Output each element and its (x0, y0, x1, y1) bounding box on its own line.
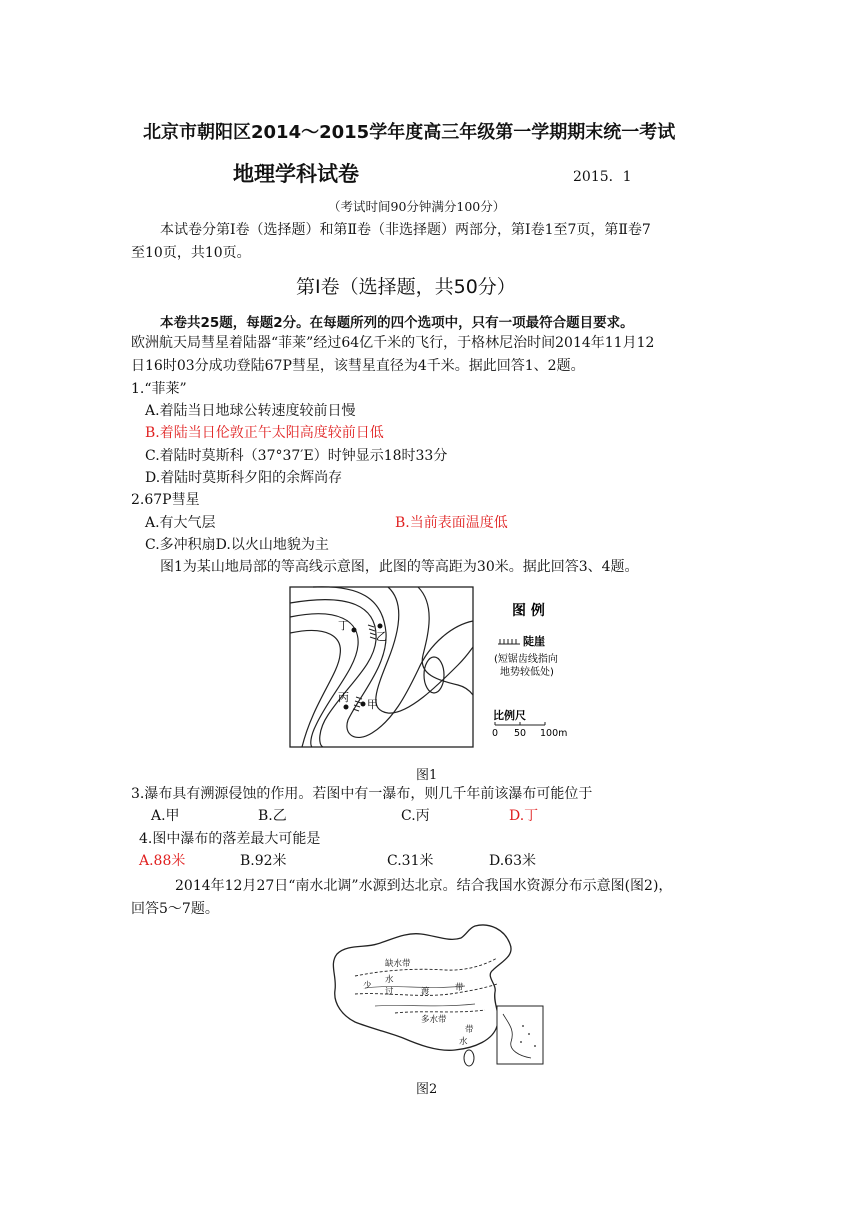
label-yi: 乙 (376, 630, 387, 643)
south-china-sea-inset (497, 1006, 543, 1064)
legend-note-2: 地势较低处) (500, 667, 554, 678)
time-note: （考试时间90分钟满分100分） (328, 199, 506, 214)
question-4-stem: 4.图中瀑布的落差最大可能是 (139, 831, 321, 847)
intro-line-2: 至10页，共10页。 (131, 245, 251, 261)
context-2: 图1为某山地局部的等高线示意图，此图的等高距为30米。据此回答3、4题。 (160, 559, 639, 575)
legend-cliff-icon (498, 639, 520, 644)
label-shui: 水 (385, 975, 394, 985)
question-4-option-a-answer: A.88米 (139, 853, 186, 869)
label-ding: 丁 (338, 619, 349, 632)
exam-date: 2015．1 (573, 169, 632, 185)
point-ding (352, 628, 357, 633)
label-bing: 丙 (338, 691, 349, 704)
legend-note-1: (短锯齿线指向 (494, 654, 558, 665)
question-3-stem: 3.瀑布具有溯源侵蚀的作用。若图中有一瀑布，则几千年前该瀑布可能位于 (131, 786, 593, 802)
subject-title: 地理学科试卷 (233, 162, 359, 186)
point-yi (378, 624, 383, 629)
section-instruction: 本卷共25题，每题2分。在每题所列的四个选项中，只有一项最符合题目要求。 (160, 315, 634, 331)
legend-cliff-label: 陡崖 (523, 635, 545, 648)
label-guo: 过 (385, 987, 394, 997)
scale-100: 100m (540, 728, 568, 739)
question-4-option-d: D.63米 (489, 853, 536, 869)
point-jia (361, 702, 366, 707)
question-3-option-a: A.甲 (151, 808, 180, 824)
label-du: 渡 (421, 987, 430, 997)
scale-50: 50 (514, 728, 527, 739)
figure-1-contour-map (288, 585, 588, 750)
figure-2-caption: 图2 (416, 1082, 438, 1097)
question-3-option-c: C.丙 (401, 808, 430, 824)
question-3-option-b: B.乙 (258, 808, 287, 824)
scale-0: 0 (492, 728, 499, 739)
label-dai: 带 (455, 983, 464, 993)
question-2-option-a: A.有大气层 (145, 515, 216, 531)
question-1-option-a: A.着陆当日地球公转速度较前日慢 (145, 403, 356, 419)
context-1-line-1: 欧洲航天局彗星着陆器“菲莱”经过64亿千米的飞行，于格林尼治时间2014年11月12 (131, 335, 655, 351)
section-title: 第Ⅰ卷（选择题，共50分） (296, 276, 516, 298)
label-duoshui: 多水带 (421, 1015, 447, 1025)
question-4-option-b: B.92米 (240, 853, 287, 869)
question-2-stem: 2.67P彗星 (131, 492, 200, 508)
question-2-option-b-answer: B.当前表面温度低 (395, 515, 508, 531)
label-shui2: 水 (459, 1037, 468, 1047)
figure-1-caption: 图1 (416, 768, 438, 783)
question-1-option-d: D.着陆时莫斯科夕阳的余辉尚存 (145, 470, 343, 486)
question-4-option-c: C.31米 (387, 853, 434, 869)
hainan-island (464, 1050, 474, 1066)
point-bing (344, 705, 349, 710)
context-3-line-1: 2014年12月27日“南水北调”水源到达北京。结合我国水资源分布示意图(图2)， (175, 878, 673, 894)
context-1-line-2: 日16时03分成功登陆67P彗星，该彗星直径为4千米。据此回答1、2题。 (131, 358, 585, 374)
label-queshui: 缺水带 (385, 959, 411, 969)
label-shao: 少 (363, 981, 372, 991)
label-dai2: 带 (465, 1025, 474, 1035)
question-1-option-b-answer: B.着陆当日伦敦正午太阳高度较前日低 (145, 425, 384, 441)
question-3-option-d-answer: D.丁 (509, 808, 539, 824)
context-3-line-2: 回答5～7题。 (131, 901, 219, 917)
scale-bar (495, 722, 545, 725)
label-jia: 甲 (367, 698, 378, 711)
exam-title: 北京市朝阳区2014～2015学年度高三年级第一学期期末统一考试 (143, 122, 676, 143)
question-1-option-c: C.着陆时莫斯科（37°37′E）时钟显示18时33分 (145, 448, 448, 464)
question-2-option-cd: C.多冲积扇D.以火山地貌为主 (145, 537, 329, 553)
scale-title: 比例尺 (493, 709, 526, 722)
figure-2-water-map (325, 918, 547, 1070)
question-1-stem: 1.“菲莱” (131, 381, 187, 397)
intro-line-1: 本试卷分第Ⅰ卷（选择题）和第Ⅱ卷（非选择题）两部分，第Ⅰ卷1至7页，第Ⅱ卷7 (160, 222, 651, 238)
legend-title: 图 例 (512, 603, 545, 619)
